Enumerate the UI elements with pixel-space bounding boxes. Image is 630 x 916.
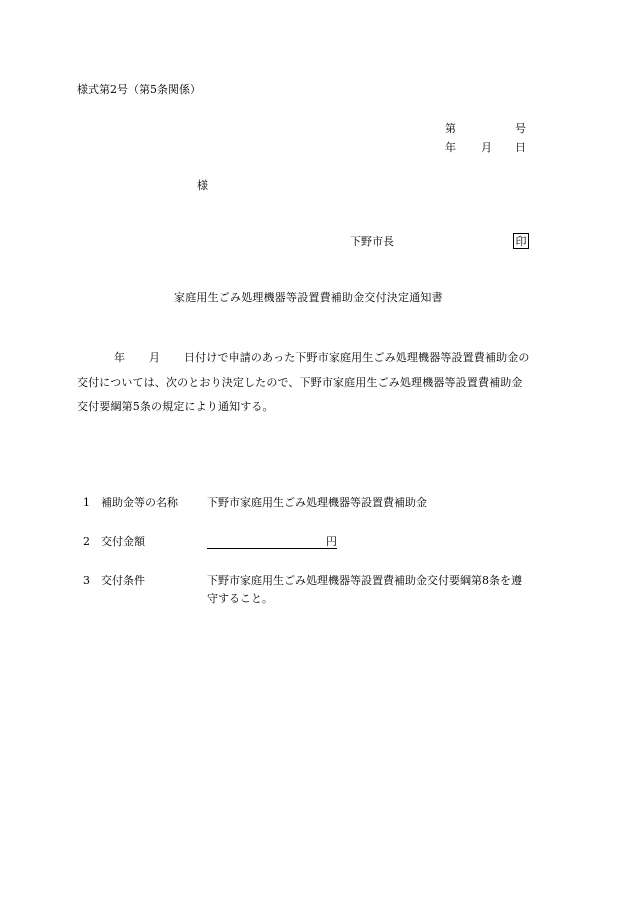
item-1-number: 1	[83, 496, 90, 509]
date-year: 年	[445, 141, 456, 154]
issuer-name: 下野市長	[350, 235, 394, 248]
item-1-label: 補助金等の名称	[101, 496, 178, 509]
body-year: 年	[114, 351, 125, 364]
body-line-2: 交付については、次のとおり決定したので、下野市家庭用生ごみ処理機器等設置費補助金	[77, 376, 523, 389]
seal-mark: 印	[513, 233, 529, 249]
body-month: 月	[149, 351, 160, 364]
number-go: 号	[515, 122, 526, 135]
body-line-1: 日付けで申請のあった下野市家庭用生ごみ処理機器等設置費補助金の	[184, 351, 530, 364]
item-1-value: 下野市家庭用生ごみ処理機器等設置費補助金	[207, 496, 427, 509]
item-3-label: 交付条件	[101, 574, 145, 587]
item-3-value-line-2: 守すること。	[207, 592, 273, 605]
form-number: 様式第2号（第5条関係）	[77, 83, 201, 96]
addressee-suffix: 様	[197, 179, 208, 192]
date-day: 日	[515, 141, 526, 154]
item-3-number: 3	[83, 574, 90, 587]
amount-blank-line	[207, 536, 337, 549]
body-line-3: 交付要綱第5条の規定により通知する。	[77, 400, 274, 413]
date-month: 月	[481, 141, 492, 154]
item-3-value-line-1: 下野市家庭用生ごみ処理機器等設置費補助金交付要綱第8条を遵	[207, 574, 522, 587]
number-dai: 第	[445, 122, 456, 135]
item-2-number: 2	[83, 535, 90, 548]
item-2-unit: 円	[326, 535, 337, 548]
document-title: 家庭用生ごみ処理機器等設置費補助金交付決定通知書	[174, 291, 443, 304]
item-2-label: 交付金額	[101, 535, 145, 548]
